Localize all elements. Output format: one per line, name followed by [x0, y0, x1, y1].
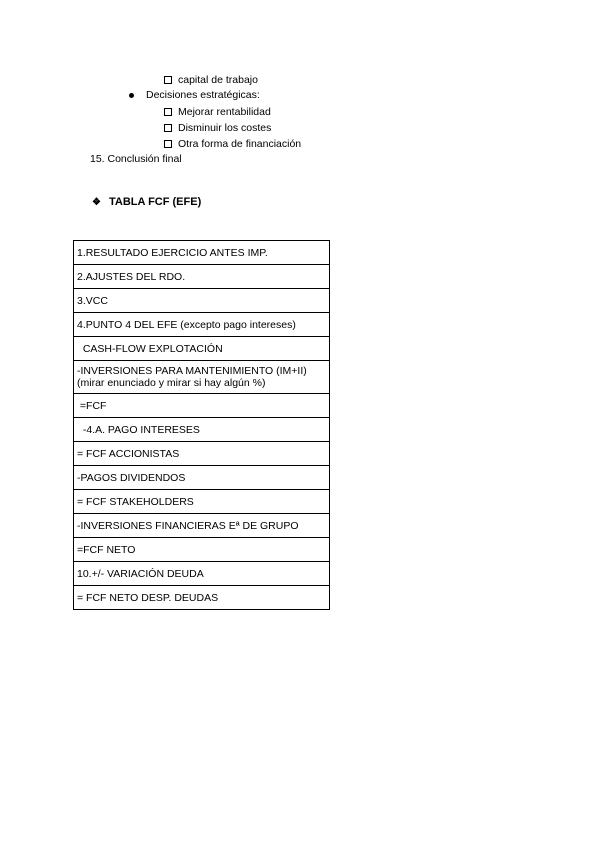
list-item-otra-forma	[164, 138, 301, 150]
table-row	[74, 586, 330, 610]
checkbox-icon	[164, 124, 172, 132]
table-row	[74, 442, 330, 466]
table-row	[74, 394, 330, 418]
list-item-label: Decisiones estratégicas:	[146, 89, 260, 101]
table-row	[74, 490, 330, 514]
table-cell: 1.RESULTADO EJERCICIO ANTES IMP.	[74, 241, 330, 265]
conclusion-item: 15. Conclusión final	[90, 153, 182, 165]
table-row	[74, 337, 330, 361]
table-cell: -4.A. PAGO INTERESES	[74, 418, 330, 442]
list-item-label: Mejorar rentabilidad	[178, 106, 271, 118]
table-row	[74, 289, 330, 313]
list-item-decisiones	[129, 89, 260, 101]
list-item-mejorar	[164, 106, 271, 118]
diamond-bullet-icon: ❖	[92, 196, 101, 208]
table-row	[74, 466, 330, 490]
table-row	[74, 265, 330, 289]
table-cell: 2.AJUSTES DEL RDO.	[74, 265, 330, 289]
list-item-label: Otra forma de financiación	[178, 138, 302, 150]
section-title	[92, 196, 201, 208]
table-row	[74, 538, 330, 562]
table-row	[74, 361, 330, 394]
table-cell: -INVERSIONES FINANCIERAS Eª DE GRUPO	[74, 514, 330, 538]
table-cell: =FCF NETO	[74, 538, 330, 562]
table-row	[74, 241, 330, 265]
checkbox-icon	[164, 76, 172, 84]
table-cell: 4.PUNTO 4 DEL EFE (excepto pago intereses)	[74, 313, 330, 337]
table-cell: = FCF NETO DESP. DEUDAS	[74, 586, 330, 610]
list-item-capital	[164, 74, 258, 86]
table-row	[74, 313, 330, 337]
table-cell: 3.VCC	[74, 289, 330, 313]
table-row	[74, 418, 330, 442]
table-cell-subtext: (mirar enunciado y mirar si hay algún %)	[77, 377, 266, 389]
fcf-table	[73, 240, 330, 610]
table-cell: 10.+/- VARIACIÓN DEUDA	[74, 562, 330, 586]
table-cell: = FCF STAKEHOLDERS	[74, 490, 330, 514]
list-item-label: Disminuir los costes	[178, 122, 272, 134]
table-row	[74, 514, 330, 538]
table-cell: CASH-FLOW EXPLOTACIÓN	[74, 337, 330, 361]
checkbox-icon	[164, 140, 172, 148]
table-cell: =FCF	[74, 394, 330, 418]
section-title-text: TABLA FCF (EFE)	[108, 196, 202, 208]
table-cell: -PAGOS DIVIDENDOS	[74, 466, 330, 490]
list-item-label: capital de trabajo	[178, 74, 258, 86]
table-cell: = FCF ACCIONISTAS	[74, 442, 330, 466]
table-cell	[74, 361, 330, 394]
bullet-icon	[129, 93, 134, 98]
checkbox-icon	[164, 108, 172, 116]
list-item-disminuir	[164, 122, 271, 134]
table-cell-text: -INVERSIONES PARA MANTENIMIENTO (IM+II)	[77, 365, 307, 377]
table-row	[74, 562, 330, 586]
